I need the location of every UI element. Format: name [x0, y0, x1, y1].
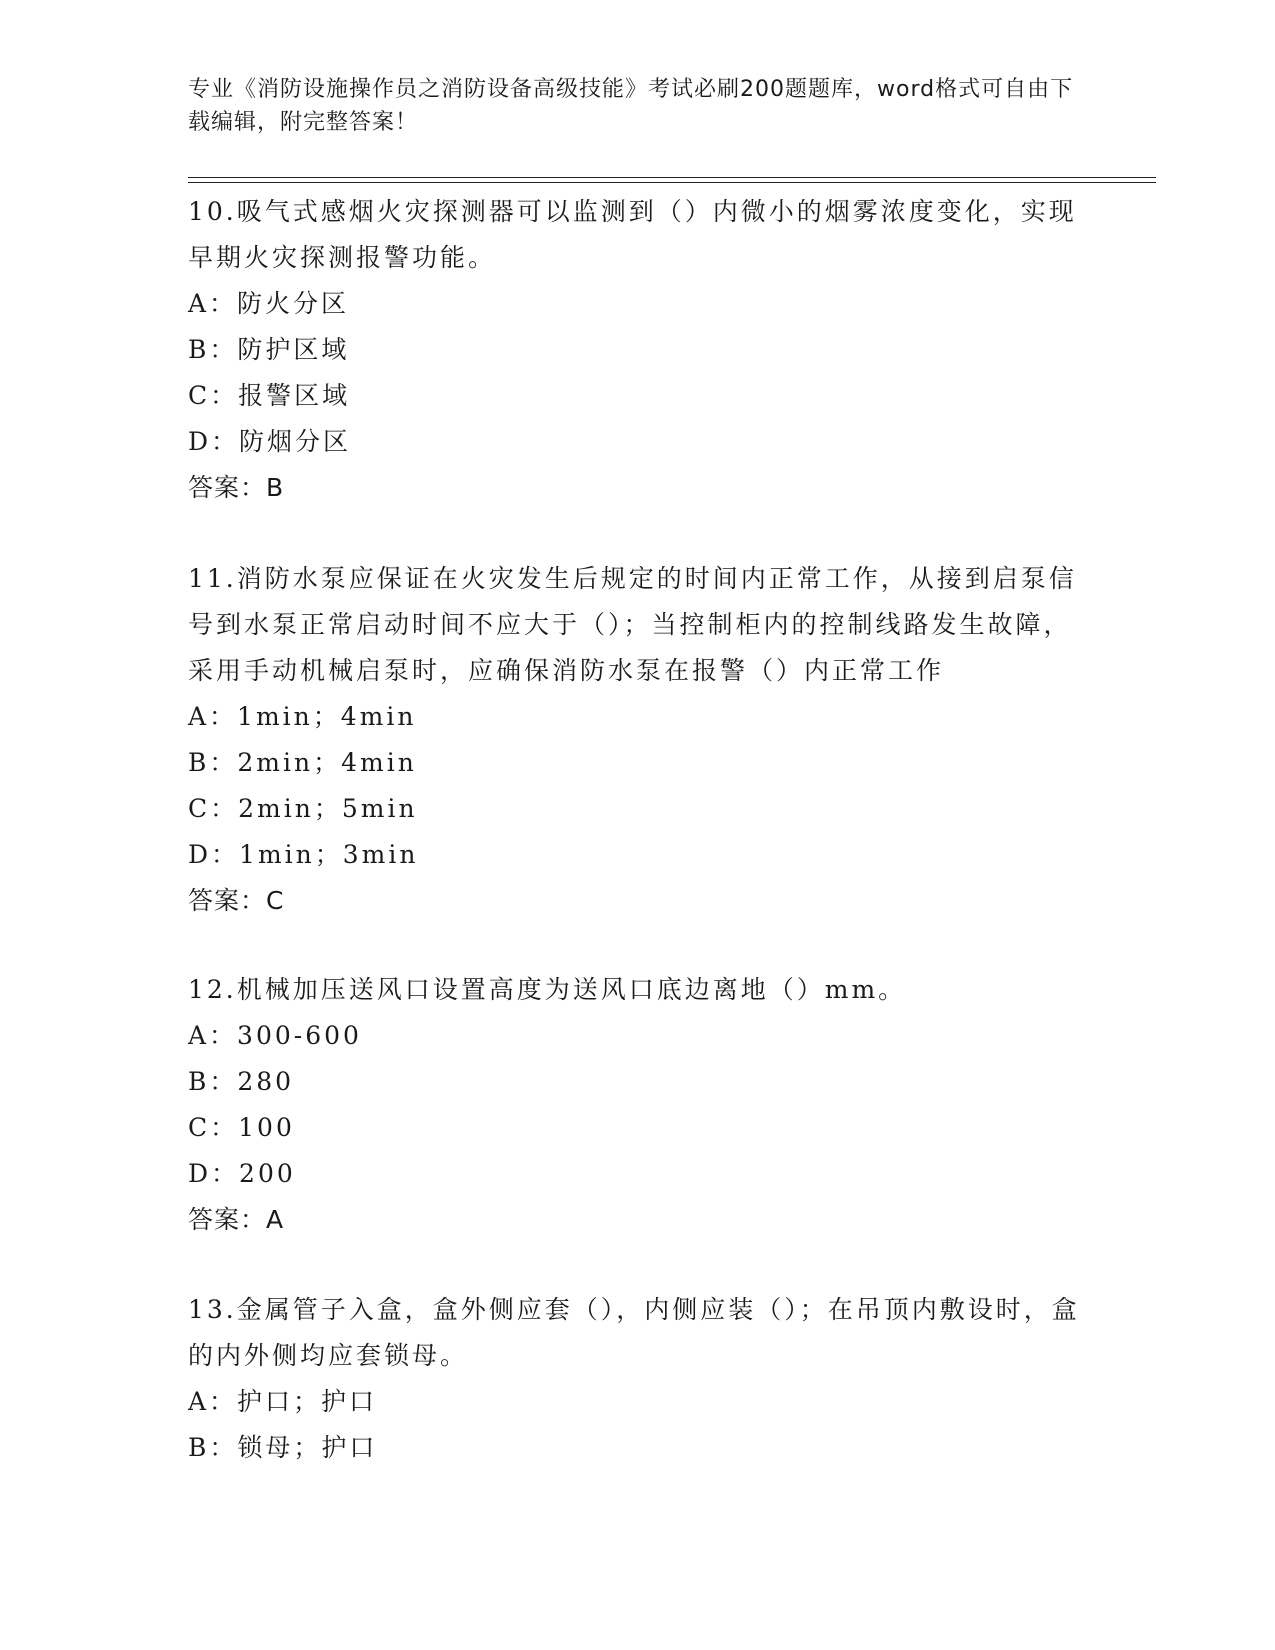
- question-stem: 10.吸气式感烟火灾探测器可以监测到（）内微小的烟雾浓度变化，实现早期火灾探测报警功能。: [188, 197, 1077, 272]
- option-b: B：280: [188, 1067, 295, 1096]
- option-b: B：2min；4min: [188, 748, 417, 777]
- question-12: [188, 967, 1088, 1243]
- option-d: D：防烟分区: [188, 427, 352, 456]
- option-a: A：300-600: [188, 1021, 362, 1050]
- answer: 答案：B: [188, 473, 285, 502]
- question-stem: 13.金属管子入盒，盒外侧应套（），内侧应装（）；在吊顶内敷设时，盒的内外侧均应套锁母。: [188, 1295, 1080, 1370]
- option-d: D：1min；3min: [188, 840, 419, 869]
- answer: 答案：A: [188, 1205, 285, 1234]
- question-10: [188, 189, 1088, 511]
- option-c: C：报警区域: [188, 381, 351, 410]
- question-stem: 12.机械加压送风口设置高度为送风口底边离地（）mm。: [188, 975, 907, 1004]
- header-divider-bottom: [188, 182, 1156, 183]
- answer: 答案：C: [188, 886, 285, 915]
- header-divider-top: [188, 177, 1156, 178]
- option-c: C：100: [188, 1113, 295, 1142]
- option-a: A：护口；护口: [188, 1387, 378, 1416]
- document-header: 专业《消防设施操作员之消防设备高级技能》考试必刷200题题库，word格式可自由下载编辑，附完整答案！: [188, 77, 1074, 135]
- option-b: B：锁母；护口: [188, 1433, 378, 1462]
- option-b: B：防护区域: [188, 335, 350, 364]
- option-a: A：防火分区: [188, 289, 350, 318]
- option-c: C：2min；5min: [188, 794, 418, 823]
- option-d: D：200: [188, 1159, 296, 1188]
- question-13: [188, 1287, 1088, 1471]
- option-a: A：1min；4min: [188, 702, 417, 731]
- question-11: [188, 556, 1088, 924]
- question-stem: 11.消防水泵应保证在火灾发生后规定的时间内正常工作，从接到启泵信号到水泵正常启动时间不应大于（）；当控制柜内的控制线路发生故障，采用手动机械启泵时，应确保消防水泵在报警（）内正常工作: [188, 564, 1077, 685]
